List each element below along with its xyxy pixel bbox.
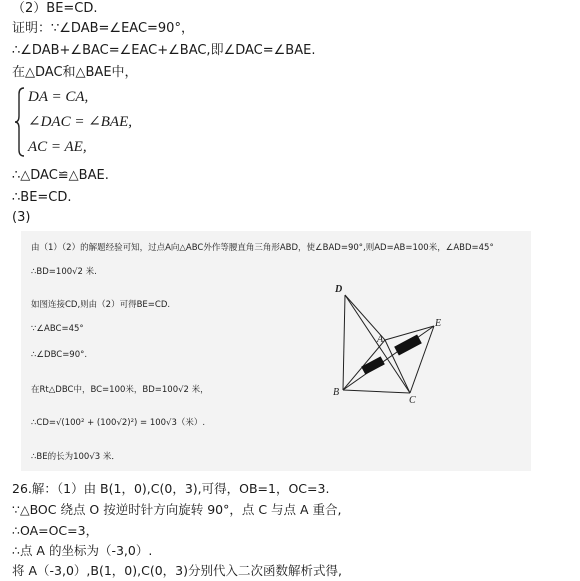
label-a: A — [377, 334, 384, 345]
system-eq-2: ∠DAC = ∠BAE, — [28, 114, 132, 130]
geometry-diagram — [321, 276, 471, 406]
redaction-block-icon — [394, 334, 422, 355]
redaction-block-icon — [361, 356, 385, 374]
q26-line-1: 26.解：（1）由 B(1，0),C(0，3),可得，OB=1，OC=3. — [12, 481, 330, 496]
segment-db — [343, 295, 345, 390]
label-e: E — [435, 318, 442, 329]
q26-line-3: ∴OA=OC=3， — [12, 523, 99, 538]
part3-label: (3) — [12, 210, 31, 225]
panel-line-6: 在Rt△DBC中，BC=100米，BD=100√2 米， — [31, 385, 209, 395]
panel-line-7: ∴CD=√(100² + (100√2)²) = 100√3（米）. — [31, 418, 206, 428]
segment-bc — [343, 390, 410, 393]
system-eq-1: DA = CA, — [28, 89, 89, 105]
conclusion-be-cd: ∴BE=CD. — [12, 190, 72, 205]
proof-step-2: 在△DAC和△BAE中， — [12, 65, 138, 80]
left-brace-icon — [14, 86, 26, 158]
q26-line-4: ∴点 A 的坐标为（-3,0）. — [12, 543, 153, 558]
segment-be — [343, 326, 434, 390]
proof-step-1: ∴∠DAB+∠BAC=∠EAC+∠BAC,即∠DAC=∠BAE. — [12, 43, 316, 58]
q26-line-5: 将 A（-3,0）,B(1，0),C(0，3)分别代入二次函数解析式得, — [12, 563, 342, 578]
part2-header: （2）BE=CD. — [12, 1, 98, 16]
system-eq-3: AC = AE, — [28, 139, 87, 155]
panel-line-5: ∴∠DBC=90°. — [31, 350, 88, 360]
label-b: B — [333, 387, 340, 398]
panel-line-3: 如图连接CD,则由（2）可得BE=CD. — [31, 300, 171, 310]
solution-panel-image — [21, 231, 531, 471]
panel-line-4: ∵∠ABC=45° — [31, 324, 84, 334]
label-d: D — [335, 284, 343, 295]
equation-system — [14, 86, 174, 160]
segment-ec — [410, 326, 434, 393]
conclusion-congruent: ∴△DAC≌△BAE. — [12, 168, 109, 183]
proof-line: 证明：∵∠DAB=∠EAC=90°， — [12, 21, 194, 36]
label-c: C — [409, 395, 416, 406]
panel-line-1: 由（1）（2）的解题经验可知，过点A向△ABC外作等腰直角三角形ABD，使∠BAD=90°,则AD=AB=100米，∠ABD=45° — [31, 243, 494, 253]
q26-line-2: ∵△BOC 绕点 O 按逆时针方向旋转 90°，点 C 与点 A 重合, — [12, 502, 342, 517]
panel-line-8: ∴BE的长为100√3 米． — [31, 452, 120, 462]
segment-ae — [385, 326, 434, 340]
panel-line-2: ∴BD=100√2 米. — [31, 267, 97, 277]
